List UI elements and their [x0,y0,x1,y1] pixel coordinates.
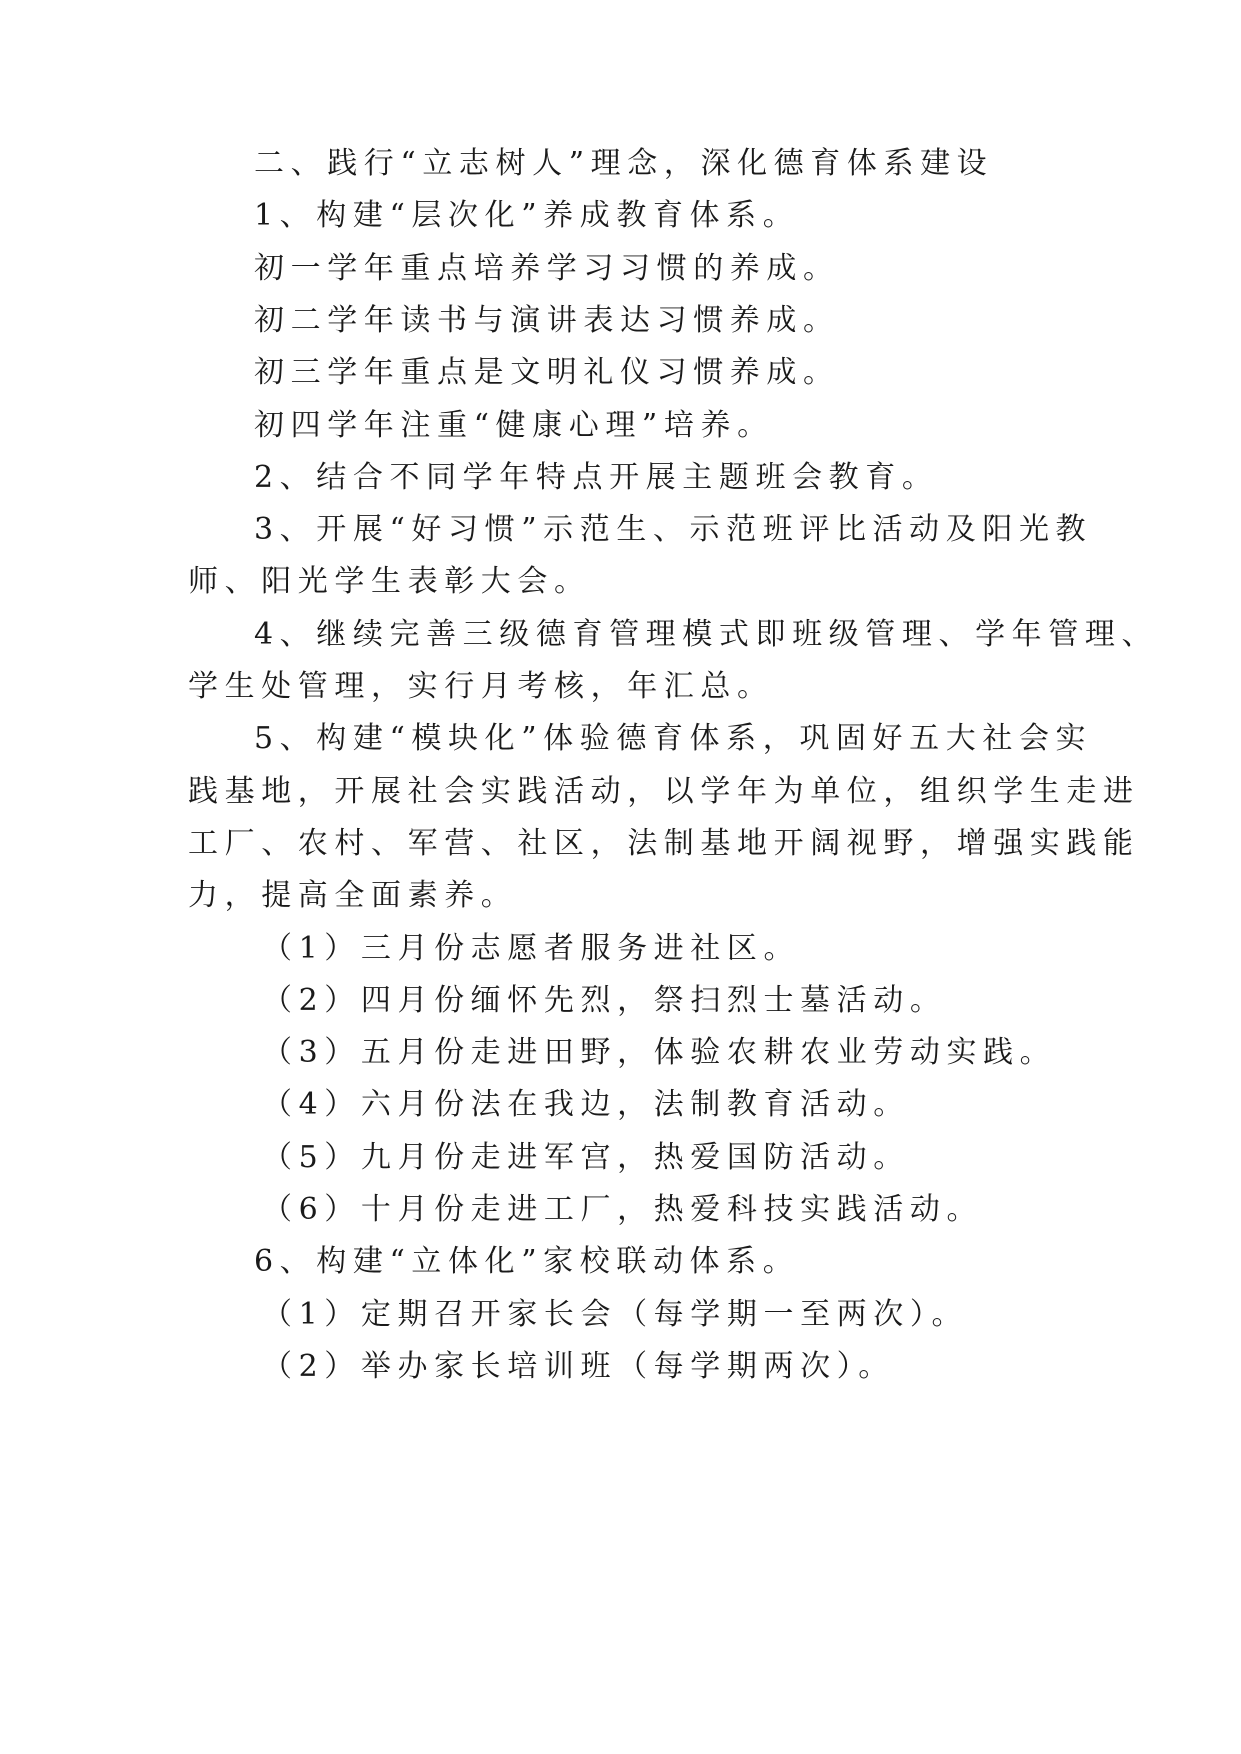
item-heading-4: 4、继续完善三级德育管理模式即班级管理、学年管理、 [254,617,1159,652]
list-item: （3）五月份走进田野，体验农耕农业劳动实践。 [262,1035,1057,1070]
list-item: （4）六月份法在我边，法制教育活动。 [262,1087,910,1122]
paragraph-line: 工厂、农村、军营、社区，法制基地开阔视野，增强实践能 [188,826,1140,861]
list-item: （5）九月份走进军宫，热爱国防活动。 [262,1140,910,1175]
paragraph-line: 学生处管理，实行月考核，年汇总。 [188,669,774,704]
item-heading-6: 6、构建“立体化”家校联动体系。 [254,1244,800,1279]
paragraph-line: 践基地，开展社会实践活动，以学年为单位，组织学生走进 [188,774,1140,809]
list-item: （2）举办家长培训班（每学期两次）。 [262,1349,895,1384]
list-item: （6）十月份走进工厂，热爱科技实践活动。 [262,1192,984,1227]
list-item: （1）定期召开家长会（每学期一至两次）。 [262,1297,969,1332]
section-heading: 二、践行“立志树人”理念，深化德育体系建设 [254,146,994,181]
paragraph-line: 力，提高全面素养。 [188,878,518,913]
paragraph-line: 初二学年读书与演讲表达习惯养成。 [254,303,840,338]
paragraph-line: 师、阳光学生表彰大会。 [188,564,591,599]
paragraph-line: 初三学年重点是文明礼仪习惯养成。 [254,355,840,390]
item-heading-1: 1、构建“层次化”养成教育体系。 [254,198,800,233]
paragraph-line: 初一学年重点培养学习习惯的养成。 [254,251,840,286]
list-item: （1）三月份志愿者服务进社区。 [262,931,801,966]
item-heading-5: 5、构建“模块化”体验德育体系，巩固好五大社会实 [254,721,1093,756]
paragraph-line: 初四学年注重“健康心理”培养。 [254,408,774,443]
item-heading-2: 2、结合不同学年特点开展主题班会教育。 [254,460,939,495]
list-item: （2）四月份缅怀先烈，祭扫烈士墓活动。 [262,983,947,1018]
item-heading-3: 3、开展“好习惯”示范生、示范班评比活动及阳光教 [254,512,1093,547]
